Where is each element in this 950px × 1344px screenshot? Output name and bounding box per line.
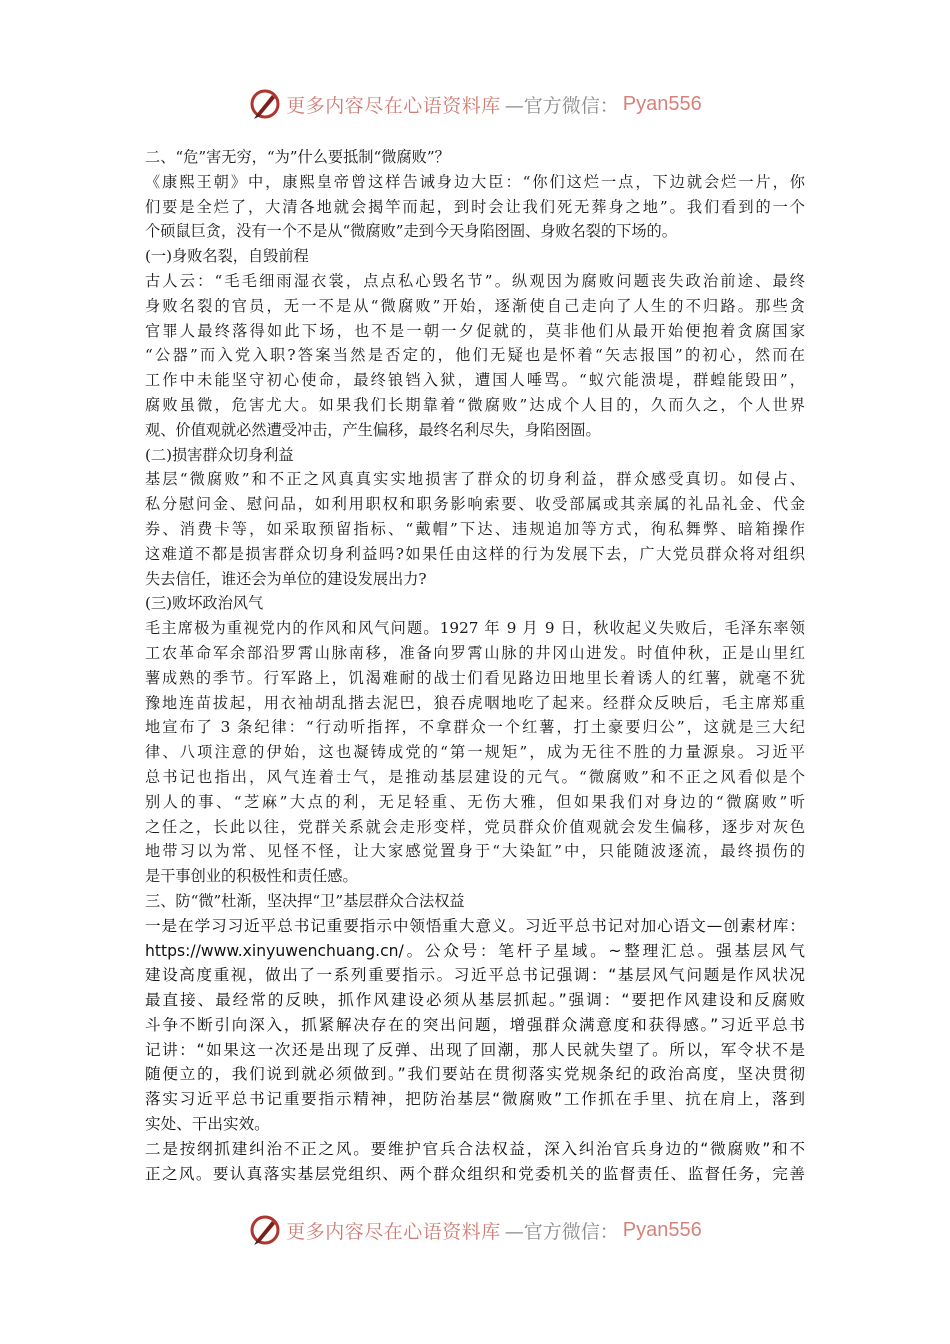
text-line: 地宣布了 3 条纪律：“行动听指挥，不拿群众一个红薯，打土豪要归公”，这就是三大纪 [145, 718, 805, 737]
text-line: (二)损害群众切身利益 [145, 445, 294, 464]
text-line: 个硕鼠巨贪，没有一个不是从“微腐败”走到今天身陷囹圄、身败名裂的下场的。 [145, 222, 677, 241]
text-line: 官罪人最终落得如此下场，也不是一朝一夕促就的，莫非他们从最开始便抱着贪腐国家 [145, 321, 805, 340]
text-line: 实处、干出实效。 [145, 1115, 270, 1134]
text-line: 《康熙王朝》中，康熙皇帝曾这样告诫身边大臣：“你们这烂一点，下边就会烂一片，你 [145, 172, 805, 191]
text-line: 毛主席极为重视党内的作风和风气问题。1927 年 9 月 9 日，秋收起义失败后，毛泽东率领 [145, 619, 805, 638]
text-line: 观、价值观就必然遭受冲击，产生偏移，最终名利尽失，身陷囹圄。 [145, 420, 601, 439]
text-line: 们要是全烂了，大清各地就会揭竿而起，到时会让我们死无葬身之地”。我们看到的一个 [145, 197, 805, 216]
text-line: (一)身败名裂，自毁前程 [145, 247, 309, 266]
text-line: 二是按纲抓建纠治不正之风。要维护官兵合法权益，深入纠治官兵身边的“微腐败”和不 [145, 1139, 805, 1158]
text-line: 三、防“微”杜渐，坚决捍“卫”基层群众合法权益 [145, 891, 465, 910]
text-line: 之任之，长此以往，党群关系就会走形变样，党员群众价值观就会发生偏移，逐步对灰色 [145, 817, 805, 836]
section-heading [145, 244, 805, 269]
text-line: (三)败坏政治风气 [145, 594, 264, 613]
section-heading [145, 591, 805, 616]
section-heading [145, 443, 805, 468]
paragraph [145, 269, 805, 443]
watermark-separator: —官方微信： [504, 94, 619, 117]
paragraph [145, 616, 805, 889]
text-line: 一是在学习习近平总书记重要指示中领悟重大意义。习近平总书记对加心语文—创素材库： [145, 916, 805, 935]
text-line: 这难道不都是损害群众切身利益吗?如果任由这样的行为发展下去，广大党员群众将对组织 [145, 544, 805, 563]
text-line: 失去信任，谁还会为单位的建设发展出力? [145, 569, 427, 588]
watermark-text: 更多内容尽在心语资料库 [286, 94, 501, 117]
text-line: 正之风。要认真落实基层党组织、两个群众组织和党委机关的监督责任、监督任务，完善 [145, 1164, 805, 1183]
paragraph [145, 467, 805, 591]
text-line: 古人云：“毛毛细雨湿衣裳，点点私心毁名节”。纵观因为腐败问题丧失政治前途、最终 [145, 271, 805, 290]
text-line: 工农革命军余部沿罗霄山脉南移，准备向罗霄山脉的井冈山进发。时值仲秋，正是山里红 [145, 643, 805, 662]
text-line: https://www.xinyuwenchuang.cn/。公众号：笔杆子星域。~整理汇总。强基层风气 [145, 941, 805, 960]
watermark-wechat-id: Pyan556 [622, 92, 702, 115]
text-line: 工作中未能坚守初心使命，最终锒铛入狱，遭国人唾骂。“蚁穴能溃堤，群蝗能毁田”， [145, 371, 805, 390]
section-heading [145, 889, 805, 914]
text-line: 最直接、最经常的反映，抓作风建设必须从基层抓起。”强调：“要把作风建设和反腐败 [145, 991, 805, 1010]
text-line: 别人的事、“芝麻”大点的利，无足轻重、无伤大雅，但如果我们对身边的“微腐败”听 [145, 792, 805, 811]
text-line: 薯成熟的季节。行军路上，饥渴难耐的战士们看见路边田地里长着诱人的红薯，就毫不犹 [145, 668, 805, 687]
paragraph [145, 1137, 805, 1187]
watermark-header [0, 84, 950, 124]
watermark-text: 更多内容尽在心语资料库 [286, 1220, 501, 1243]
text-line: 豫地连苗拔起，用衣袖胡乱揩去泥巴，狼吞虎咽地吃了起来。经群众反映后，毛主席郑重 [145, 693, 805, 712]
watermark-footer [0, 1210, 950, 1250]
section-heading [145, 145, 805, 170]
paragraph [145, 170, 805, 244]
text-line: 随便立的，我们说到就必须做到。”我们要站在贯彻落实党规条纪的政治高度，坚决贯彻 [145, 1065, 805, 1084]
watermark-wechat-id: Pyan556 [622, 1218, 702, 1241]
text-line: “公器”而入党入职?答案当然是否定的，他们无疑也是怀着“矢志报国”的初心，然而在 [145, 346, 805, 365]
text-line: 斗争不断引向深入，抓紧解决存在的突出问题，增强群众满意度和获得感。”习近平总书 [145, 1015, 805, 1034]
text-line: 建设高度重视，做出了一系列重要指示。习近平总书记强调：“基层风气问题是作风状况 [145, 966, 805, 985]
text-line: 记讲：“如果这一次还是出现了反弹、出现了回潮，那人民就失望了。所以，军令状不是 [145, 1040, 805, 1059]
text-line: 地带习以为常、见怪不怪，让大家感觉置身于“大染缸”中，只能随波逐流，最终损伤的 [145, 842, 805, 861]
text-line: 私分慰问金、慰问品，如利用职权和职务影响索要、收受部属或其亲属的礼品礼金、代金 [145, 495, 805, 514]
text-line: 律、八项注意的伊始，这也凝铸成党的“第一规矩”，成为无往不胜的力量源泉。习近平 [145, 743, 805, 762]
document-body [145, 145, 805, 1186]
text-line: 券、消费卡等，如采取预留指标、“戴帽”下达、违规追加等方式，徇私舞弊、暗箱操作 [145, 519, 805, 538]
text-line: 是干事创业的积极性和责任感。 [145, 867, 358, 886]
paragraph [145, 914, 805, 1137]
text-line: 落实习近平总书记重要指示精神，把防治基层“微腐败”工作抓在手里、抗在肩上，落到 [145, 1090, 805, 1109]
watermark-separator: —官方微信： [504, 1220, 619, 1243]
quill-pen-logo-icon [248, 87, 282, 121]
text-line: 总书记也指出，风气连着士气，是推动基层建设的元气。“微腐败”和不正之风看似是个 [145, 767, 805, 786]
text-line: 身败名裂的官员，无一不是从“微腐败”开始，逐渐使自己走向了人生的不归路。那些贪 [145, 296, 805, 315]
text-line: 二、“危”害无穷，“为”什么要抵制“微腐败”？ [145, 148, 450, 166]
text-line: 基层“微腐败”和不正之风真真实实地损害了群众的切身利益，群众感受真切。如侵占、 [145, 470, 805, 489]
quill-pen-logo-icon [248, 1213, 282, 1247]
text-line: 腐败虽微，危害尤大。如果我们长期靠着“微腐败”达成个人目的，久而久之，个人世界 [145, 395, 805, 414]
